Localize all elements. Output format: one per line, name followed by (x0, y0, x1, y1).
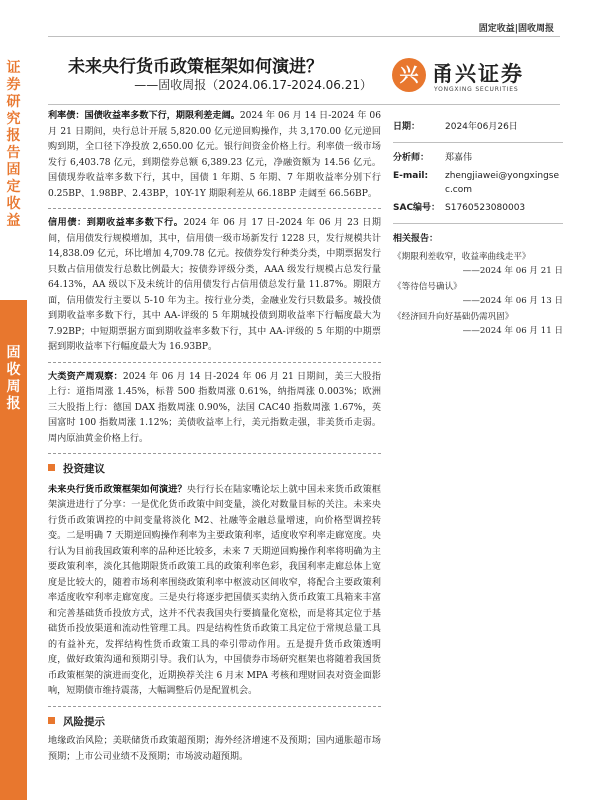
email-row (393, 169, 563, 197)
invest-text: 央行行长在陆家嘴论坛上就中国未来货币政策框架演进进行了分享：一是优化货币政策中间变量，淡化对数量目标的关注。未来央行货币政策调控的中间变量将淡化 M2、社融等金融总量增速，向价格型调控转变。二是明确 7 天期逆回购操作利率为主要政策利率，适度收窄利率走廊宽度。央行认为目前我国政策利率的品种还比较多，未来 7 天期逆回购操作利率将明确为主要政策利率，淡化其他期限货币政策工具的政策利率色彩，我国利率走廊总体上宽度是比较大的，随着市场利率围绕政策利率中枢波动区间收窄，将配合主要政策利率适度收窄利率走廊宽度。三是央行将逐步把国债买卖纳入货币政策工具箱来丰富和完善基础货币投放方式，这并不代表我国央行要搞量化宽松，而是将其定位于基础货币投放渠道和流动性管理工具。四是结构性货币政策工具定位于常规总量工具的有益补充，发挥结构性货币政策工具的牵引带动作用。五是提升货币政策透明度，做好政策沟通和预期引导。我们认为，中国债券市场研究框架也将随着我国货币政策框架的演进而变化，近期换荐关注 6 月末 MPA 考核和理财回表对资金面影响，短期债市维持震荡，大幅调整后仍是配置机会。 (48, 484, 381, 696)
summary-assets-text: 2024 年 06 月 14 日-2024 年 06 月 21 日期间，美三大股指上行：道指周涨 1.45%，标普 500 指数周涨 0.61%，纳指周涨 0.003%；欧洲三大股指上行：德国 DAX 指数周涨 0.90%，法国 CAC40 指数周涨 1.67%，英国富时 100 指数周涨 1.12%；美债收益率上行，美元指数走强，非美货币走弱。周内原油黄金价格上行。 (48, 371, 381, 444)
related-report-date: ——2024 年 06 月 13 日 (462, 296, 563, 306)
date-value: 2024年06月26日 (445, 122, 518, 132)
report-title: 未来央行货币政策框架如何演进？ (68, 57, 323, 77)
summary-assets (48, 369, 381, 448)
analyst-label: 分析师： (393, 153, 430, 163)
sac-label: SAC编号： (393, 203, 441, 213)
summary-rates-lead: 利率债：国债收益率多数下行，期限利差走阔。 (48, 110, 240, 121)
analyst-row (393, 151, 563, 165)
summary-rates-text: 2024 年 06 月 14 日-2024 年 06 月 21 日期间，央行总计开展 5,820.00 亿元逆回购操作，共 3,170.00 亿元逆回购到期，全口径下净投放 2,650.00 亿元。银行间资金价格上行。利率债一级市场发行 6,403.78 亿元，到期偿券总额 6,389.23 亿元，净融资额为 14.56 亿元。国债现券收益率多数下行，其中，国债 1 年期、5 年期、7 年期收益率分别下行 0.25BP、1.98BP、2.43BP，10Y-1Y 期限利差从 66.18BP 走阔至 66.56BP。 (48, 111, 381, 199)
date-label: 日期： (393, 122, 421, 132)
email-label: E-mail: (393, 171, 429, 181)
invest-paragraph (48, 482, 381, 700)
related-report-title: 《等待信号确认》 (393, 282, 462, 292)
invest-lead: 未来央行货币政策框架如何演进？ (48, 483, 187, 495)
title-divider (48, 104, 560, 105)
email-value[interactable]: zhengjiawei@yongxingsec.com (445, 171, 560, 195)
summary-credit-lead: 信用债：到期收益率多数下行。 (48, 217, 184, 228)
analyst-value: 郑嘉伟 (445, 153, 473, 163)
related-report-title: 《期限利差收窄，收益率曲线走平》 (393, 252, 531, 262)
related-report[interactable] (393, 280, 563, 308)
info-panel (393, 120, 563, 340)
summary-rates (48, 108, 381, 202)
sac-value: S1760523080003 (445, 203, 526, 213)
summary-credit-text: 2024 年 06 月 17 日-2024 年 06 月 23 日期间，信用债发行规模增加，其中，信用债一级市场新发行 1228 只，发行规模共计 14,838.09 亿元，环比增加 4,709.78 亿元。按债券发行种类分类，中期票据发行只数占信用债发行总数比例最大；按债券评级分类，AAA 级发行规模占总发行量 64.13%，AA 级以下及未统计的信用债发行占信用债总发行量 11.87%。期限方面，信用债发行主要以 5-10 年为主。按行业分类，金融业发行只数最多。城投债到期收益率多数下行，其中 AA-评级的 5 年期城投债到期收益率下行幅度最大为 7.92BP；中短期票据方面到期收益率多数下行，其中 AA-评级的 5 年期的中期票据到期收益率下行幅度最大为 16.93BP。 (48, 218, 381, 352)
sidebar-label-category: 证券研究报告固定收益 (6, 60, 21, 229)
bullet-square-icon (48, 464, 55, 471)
logo-name-en: YONGXING SECURITIES (434, 86, 519, 93)
date-row (393, 120, 563, 134)
related-report[interactable] (393, 250, 563, 278)
related-report-title: 《经济回升向好基础仍需巩固》 (393, 312, 514, 322)
sac-row (393, 201, 563, 215)
logo-name-cn: 甬兴证券 (432, 62, 524, 86)
section-divider (48, 706, 381, 707)
invest-heading-text: 投资建议 (63, 463, 105, 475)
section-divider (48, 208, 381, 209)
logo-mark-icon: 兴 (392, 58, 426, 92)
risk-heading-text: 风险提示 (63, 715, 105, 728)
risk-text: 地缘政治风险；美联储货币政策超预期；海外经济增速不及预期；国内通胀超市场预期；上市公司业绩不及预期；市场波动超预期。 (48, 736, 381, 762)
bullet-square-icon (48, 717, 55, 724)
risk-heading (48, 715, 381, 731)
section-divider (48, 453, 381, 454)
report-category-tag: 固定收益|固收周报 (478, 24, 554, 34)
panel-divider (393, 223, 563, 224)
main-content (48, 108, 381, 771)
related-heading: 相关报告： (393, 234, 439, 244)
sidebar-label-report-type: 固收周报 (6, 345, 21, 412)
related-report[interactable] (393, 310, 563, 338)
summary-credit (48, 215, 381, 356)
panel-divider (393, 142, 563, 143)
related-report-date: ——2024 年 06 月 11 日 (462, 326, 563, 336)
header-divider (48, 36, 560, 37)
invest-heading (48, 462, 381, 478)
section-divider (48, 362, 381, 363)
company-logo (392, 58, 562, 98)
report-subtitle: ——固收周报（2024.06.17-2024.06.21） (134, 78, 372, 92)
summary-assets-lead: 大类资产周观察： (48, 370, 123, 382)
related-report-date: ——2024 年 06 月 21 日 (462, 266, 563, 276)
